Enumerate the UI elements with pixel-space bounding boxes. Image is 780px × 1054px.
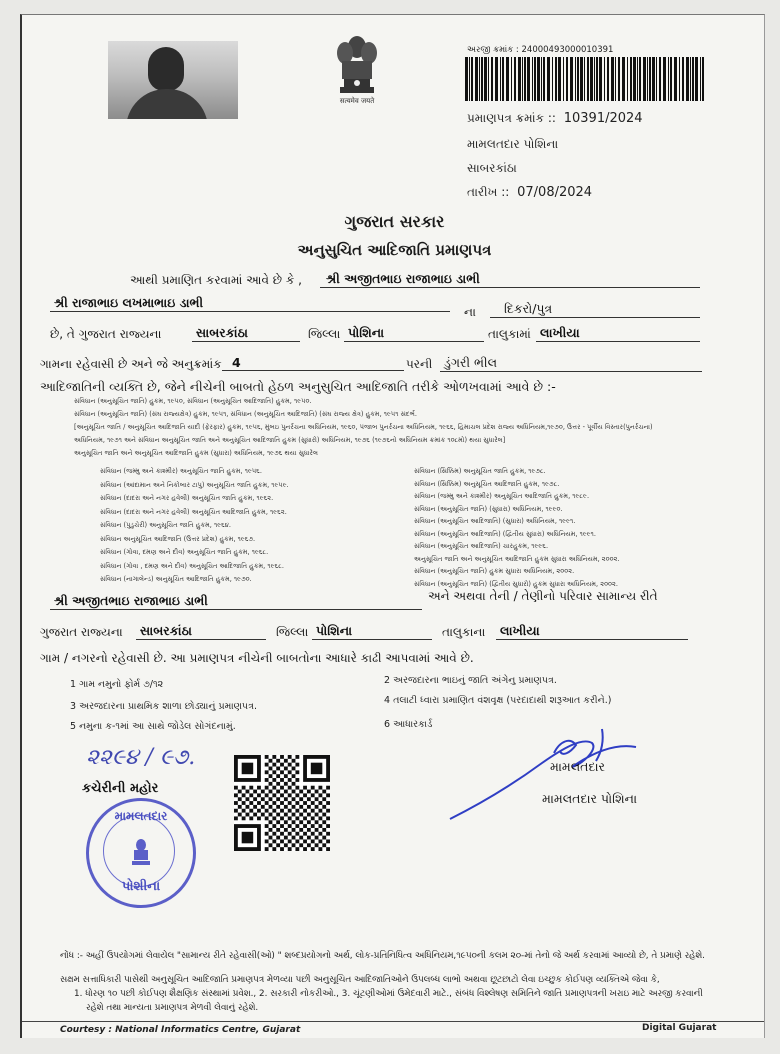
document-item: 1 ગામ નમુનો ફોર્મ ૭/૧૨ xyxy=(70,679,164,690)
na-label: ના xyxy=(464,305,476,319)
law-item: અનુસૂચિત જાતિ અને અનુસૂચિત આદિજાતિ હુકમ સુધારા અધિનિયમ, ૨૦૦૨. xyxy=(414,554,620,563)
certificate-number: 10391/2024 xyxy=(563,111,643,126)
family-member-name: શ્રી અજીતભાઇ રાજાભાઇ ડાભી xyxy=(50,593,422,610)
taluka-label: તાલુકામાં xyxy=(488,327,531,341)
application-number: અરજી ક્રમાંક : 24000493000010391 xyxy=(467,45,614,55)
national-emblem-icon xyxy=(330,27,384,107)
footer-divider xyxy=(22,1021,765,1022)
document-item: 4 તલાટી ધ્વારા પ્રમાણિત વંશવૃક્ષ (પરદાદાથી શરૂઆત કરીને.) xyxy=(384,695,612,706)
relation: દિકરો/પુત્ર xyxy=(490,301,700,318)
document-item: 5 નમુના ક-૧માં આ સાથે જોડેલ સોગંદનામું. xyxy=(70,721,236,732)
family-resident-text: ગામ / નગરનો રહેવાસી છે. આ પ્રમાણપત્ર નીચેની બાબતોના આધારે કાઢી આપવામાં આવે છે. xyxy=(40,651,474,665)
note-line: નોંધ :- અહીં ઉપયોગમાં લેવાયેલ "સામાન્ય રીતે રહેવાસી(ઓ) " શબ્દપ્રયોગનો અર્થ, લોક-પ્રતિનિધિત્વ અધિનિયમ,૧૯૫૦ની કલમ ૨૦-માં તેનો જે અર્થ કરવામાં આવ્યો છે, તે પ્રમાણે રહેશે. xyxy=(60,951,705,961)
law-item: સંવિધાન (સિક્કિમ) અનુસૂચિત આદિજાતિ હુકમ, ૧૯૭૮. xyxy=(414,479,560,488)
certificate-title: અનુસુચિત આદિજાતિ પ્રમાણપત્ર xyxy=(297,241,492,259)
law-item: સંવિધાન (પુડુચેરી) અનુસૂચિત જાતિ હુકમ, ૧૯૬૪. xyxy=(100,521,231,529)
family-taluka-label: તાલુકાના xyxy=(442,625,486,639)
body-village: લાખીયા xyxy=(536,325,700,342)
certificate-number-row xyxy=(467,111,643,126)
family-district-label: જિલ્લા xyxy=(276,625,309,639)
serial-number: 4 xyxy=(222,355,404,371)
qr-code-icon xyxy=(234,755,330,851)
office-seal-label: કચેરીની મહોર xyxy=(82,781,159,796)
law-item: સંવિધાન (અનુસૂચિત જાતિ) (સંઘ રાજ્યક્ષેત્ર) હુકમ, ૧૯૫૧, સંવિધાન (અનુસૂચિત આદિજાતિ) (સંઘ રાજ્ય ક્ષેત્ર) હુકમ, ૧૯૫૧ સંદર્ભ. xyxy=(74,410,417,418)
family-text: અને અથવા તેની / તેણીનો પરિવાર સામાન્ય રીતે xyxy=(428,589,658,603)
applicant-photo xyxy=(108,41,238,119)
note-line: સક્ષમ સત્તાધિકારી પાસેથી અનુસૂચિત આદિજાતિ પ્રમાણપત્ર મેળવ્યા પછી અનુસૂચિત આદિજાતિઓને ઉપલબ્ધ લાભો અથવા છૂટછાટો લેવા ઇચ્છુક કોઈપણ વ્યક્તિએ જેવા કે, xyxy=(60,975,660,985)
law-item: સંવિધાન (જમ્મુ અને કાશ્મીર) અનુસૂચિત આદિજાતિ હુકમ, ૧૯૮૯. xyxy=(414,492,590,500)
body-district: સાબરકાંઠા xyxy=(192,325,300,342)
state-text: છે, તે ગુજરાત રાજ્યના xyxy=(50,327,162,341)
law-item: સંવિધાન (અનુસૂચિત જાતિ) (દ્વિતીય સુધારો) હુકમ સુધારા અધિનિયમ, ૨૦૦૨. xyxy=(414,579,618,588)
government-title: ગુજરાત સરકાર xyxy=(344,212,445,231)
father-name: શ્રી રાજાભાઇ લખમાભાઇ ડાભી xyxy=(50,295,450,312)
note-line: રહેશે તથા માન્યતા પ્રમાણપત્ર મેળવી લેવાનું રહેશે. xyxy=(86,1003,259,1013)
document-item: 6 આધારકાર્ડ xyxy=(384,719,433,730)
law-item: સંવિધાન (સિક્કિમ) અનુસૂચિત જાતિ હુકમ, ૧૯૭૮. xyxy=(414,467,546,475)
tribe-text: આદિજાતિની વ્યક્તિ છે, જેને નીચેની બાબતો હેઠળ અનુસુચિત આદિજાતિ તરીકે ઓળખવામાં આવે છે :- xyxy=(40,379,556,394)
issuing-office: મામલતદાર પોશિના xyxy=(467,137,559,151)
applicant-name: શ્રી અજીતભાઇ રાજાભાઇ ડાભી xyxy=(320,271,700,288)
law-item: સંવિધાન (અનુસૂચિત આદિજાતિ) (દ્વિતીય સુધારા) અધિનિયમ, ૧૯૯૧. xyxy=(414,529,596,538)
stamp-bottom-text: પોશીના xyxy=(121,879,161,894)
family-village: લાખીયા xyxy=(496,623,688,640)
signatory-office: મામલતદાર પોશિના xyxy=(542,791,638,806)
resident-text: ગામના રહેવાસી છે અને જે અનુક્રમાંક xyxy=(40,357,222,371)
family-taluka: પોશિના xyxy=(312,623,432,640)
body-taluka: પોશિના xyxy=(344,325,484,342)
law-item: સંવિધાન (જમ્મુ અને કાશ્મીર) અનુસૂચિત જાતિ હુકમ, ૧૯૫૬. xyxy=(100,467,262,475)
issue-date: 07/08/2024 xyxy=(517,185,593,200)
law-item: સંવિધાન (નાગાલેન્ડ) અનુસૂચિત આદિજાતિ હુકમ, ૧૯૭૦. xyxy=(100,575,252,583)
barcode-icon xyxy=(465,57,705,101)
law-item: સંવિધાન અનુસૂચિત આદિજાતિ (ઉત્તર પ્રદેશ) હુકમ, ૧૯૬૭. xyxy=(100,534,256,543)
certify-text: આથી પ્રમાણિત કરવામાં આવે છે કે , xyxy=(130,273,302,287)
law-item: અનુસૂચિત જાતિ અને અનુસૂચિત આદિજાતિ હુકમ (સુધારા) અધિનિયમ, ૧૯૭૬ થયા સુધારેલ xyxy=(74,449,318,457)
certificate-number-label: પ્રમાણપત્ર ક્રમાંક :: xyxy=(467,111,556,125)
stamp-top-text: મામલતદાર xyxy=(114,809,168,823)
footer-courtesy: Courtesy : National Informatics Centre, Gujarat xyxy=(60,1025,301,1035)
issuing-district: સાબરકાંઠા xyxy=(467,161,517,175)
office-stamp xyxy=(86,798,196,908)
footer-digital-gujarat: Digital Gujarat xyxy=(642,1023,717,1033)
handwritten-number: ૨૨૯૪ / ૯૭. xyxy=(86,745,196,770)
document-item: 2 અરજદારના ભાઇનું જાતિ અંગેનુ પ્રમાણપત્ર. xyxy=(384,675,557,686)
law-item: સંવિધાન (દાદરા અને નગર હવેલી) અનુસૂચિત આદિજાતિ હુકમ, ૧૯૬૨. xyxy=(100,507,287,516)
family-district: સાબરકાંઠા xyxy=(136,623,266,640)
signatory-title: મામલતદાર xyxy=(550,759,605,774)
emblem-caption: सत्यमेव जयते xyxy=(339,97,375,105)
law-item: સંવિધાન (અનુસૂચિત જાતિ) (સુધારા) અધિનિયમ, ૧૯૯૦. xyxy=(414,504,563,513)
law-item: સંવિધાન (દાદરા અને નગર હવેલી) અનુસૂચિત જાતિ હુકમ, ૧૯૬૨. xyxy=(100,494,274,502)
note-line: 1. ધોરણ ૧૦ પછી કોઈપણ શૈક્ષણિક સંસ્થામાં પ્રવેશ., 2. સરકારી નોકરીઓ., 3. ચૂંટણીઓમાં ઉમેદવારી માટે., સંબંધ વિશ્લેષણ સમિતિને જાતિ પ્રમાણપત્રની ખરાઇ માટે અરજી કરવાની xyxy=(74,989,703,999)
par-text: પરની xyxy=(406,357,433,371)
law-item: [અનુસૂચિત જાતિ / અનુસૂચિત આદિજાતિ યાદી (ફેરફાર) હુકમ, ૧૯૫૬, મુંબઇ પુનર્રચના અધિનિયમ, ૧૯૬૦, પંજાબ પુનર્રચના અધિનિયમ, ૧૯૬૬, હિમાચલ પ્રદેશ રાજ્ય અધિનિયમ,૧૯૭૦, ઉત્તર - પૂર્વીય વિસ્તાર(પુનર્રચના) xyxy=(74,423,653,431)
law-item: સંવિધાન (અનુસૂચિત જાતિ) હુકમ, ૧૯૫૦, સંવિધાન (અનુસૂચિત આદિજાતિ) હુકમ, ૧૯૫૦. xyxy=(74,397,312,405)
document-item: 3 અરજદારના પ્રાથમિક શાળા છોડ્યાનું પ્રમાણપત્ર. xyxy=(70,701,257,712)
district-label: જિલ્લા xyxy=(308,327,341,341)
law-item: અધિનિયમ, ૧૯૭૧ અને સંવિધાન અનુસૂચિત જાતિ અને અનુસૂચિત આદિજાતિ હુકમ (સુધારો) અધિનિયમ, ૧૯૭૬ (૧૯૭૬નો અધિનિયમ ક્રમાંક ૧૦૮મો) થયા સુધારેલ] xyxy=(74,436,506,444)
signature-icon xyxy=(442,723,642,823)
law-item: સંવિધાન (અનુસૂચિત આદિજાતિ) (સુધારા) અધિનિયમ, ૧૯૯૧. xyxy=(414,517,576,525)
tribe-name: ડુંગરી ભીલ xyxy=(440,355,702,372)
law-item: સંવિધાન (ગોવા, દમણ અને દીવ) અનુસૂચિત જાતિ હુકમ, ૧૯૬૮. xyxy=(100,548,269,556)
law-item: સંવિધાન (અનુસૂચિત જાતિ) હુકમ સુધારા અધિનિયમ, ૨૦૦૨. xyxy=(414,567,575,575)
stamp-emblem-icon xyxy=(129,837,153,867)
law-item: સંવિધાન (આંદામાન અને નિકોબાર ટાપુ) અનુસૂચિત જાતિ હુકમ, ૧૯૫૯. xyxy=(100,480,289,489)
issue-date-row xyxy=(467,185,592,200)
issue-date-label: તારીખ :: xyxy=(467,185,510,199)
law-item: સંવિધાન (ગોવા , દમણ અને દીવ) અનુસૂચિત આદિજાતિ હુકમ, ૧૯૬૮. xyxy=(100,561,284,570)
certificate-sheet xyxy=(20,14,765,1038)
law-item: સંવિધાન (અનુસૂચિત આદિજાતિ) ચારહુકમ, ૧૯૯૬. xyxy=(414,542,549,550)
family-state-text: ગુજરાત રાજ્યના xyxy=(40,625,123,639)
